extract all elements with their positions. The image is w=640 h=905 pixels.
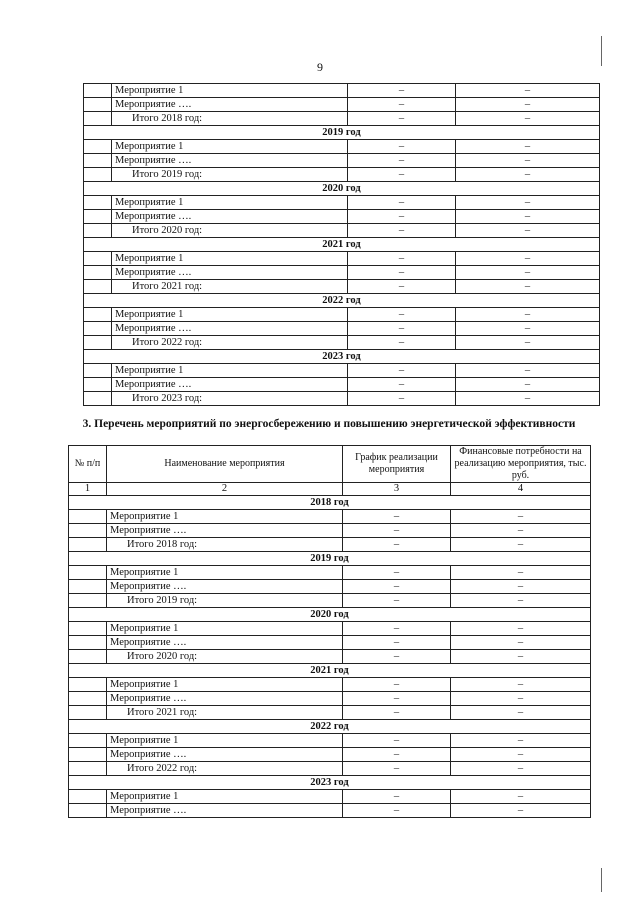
cost-value: –	[451, 650, 591, 664]
schedule-value: –	[348, 224, 456, 238]
schedule-value: –	[348, 266, 456, 280]
table-row	[84, 224, 600, 238]
schedule-value: –	[343, 636, 451, 650]
schedule-value: –	[348, 378, 456, 392]
schedule-value: –	[348, 168, 456, 182]
activity-name: Мероприятие 1	[107, 510, 343, 524]
table-row	[84, 196, 600, 210]
table-row	[69, 734, 591, 748]
table-row	[69, 678, 591, 692]
row-number-cell	[69, 510, 107, 524]
table-row	[84, 322, 600, 336]
header-num: № п/п	[69, 446, 107, 483]
schedule-value: –	[343, 622, 451, 636]
schedule-value: –	[343, 734, 451, 748]
activity-name: Итого 2021 год:	[107, 706, 343, 720]
row-number-cell	[84, 322, 112, 336]
schedule-value: –	[348, 84, 456, 98]
activity-name: Мероприятие ….	[107, 524, 343, 538]
schedule-value: –	[343, 538, 451, 552]
row-number-cell	[84, 280, 112, 294]
activity-name: Итого 2021 год:	[112, 280, 348, 294]
scan-mark	[601, 868, 602, 892]
cost-value: –	[451, 580, 591, 594]
activity-name: Итого 2019 год:	[112, 168, 348, 182]
table-row	[84, 280, 600, 294]
cost-value: –	[456, 210, 600, 224]
column-number: 3	[343, 483, 451, 496]
table-row	[84, 308, 600, 322]
schedule-value: –	[348, 112, 456, 126]
activity-name: Мероприятие 1	[112, 308, 348, 322]
cost-value: –	[456, 112, 600, 126]
table-row	[84, 98, 600, 112]
activity-name: Мероприятие 1	[112, 364, 348, 378]
schedule-value: –	[348, 140, 456, 154]
energy-saving-activities-table	[68, 445, 591, 818]
activity-name: Итого 2018 год:	[107, 538, 343, 552]
row-number-cell	[84, 140, 112, 154]
table-row	[84, 392, 600, 406]
row-number-cell	[84, 252, 112, 266]
activity-name: Мероприятие 1	[107, 678, 343, 692]
cost-value: –	[451, 706, 591, 720]
cost-value: –	[456, 280, 600, 294]
row-number-cell	[84, 336, 112, 350]
table-row	[84, 140, 600, 154]
cost-value: –	[456, 322, 600, 336]
table-row	[69, 790, 591, 804]
schedule-value: –	[343, 804, 451, 818]
schedule-value: –	[343, 762, 451, 776]
year-header-row	[69, 552, 591, 566]
cost-value: –	[456, 154, 600, 168]
header-schedule: График реализации мероприятия	[343, 446, 451, 483]
year-header-row	[69, 664, 591, 678]
header-name: Наименование мероприятия	[107, 446, 343, 483]
cost-value: –	[451, 622, 591, 636]
table-row	[69, 622, 591, 636]
year-label: 2023 год	[69, 776, 591, 790]
cost-value: –	[456, 378, 600, 392]
year-header-row	[84, 294, 600, 308]
column-number: 1	[69, 483, 107, 496]
row-number-cell	[84, 364, 112, 378]
table-row	[69, 524, 591, 538]
cost-value: –	[451, 692, 591, 706]
table-row	[84, 84, 600, 98]
activity-name: Мероприятие ….	[112, 266, 348, 280]
schedule-value: –	[348, 252, 456, 266]
activity-name: Итого 2019 год:	[107, 594, 343, 608]
activity-name: Мероприятие 1	[112, 140, 348, 154]
year-label: 2019 год	[69, 552, 591, 566]
year-header-row	[84, 238, 600, 252]
row-number-cell	[69, 678, 107, 692]
row-number-cell	[84, 392, 112, 406]
page-number: 9	[317, 60, 323, 74]
cost-value: –	[451, 510, 591, 524]
schedule-value: –	[348, 98, 456, 112]
activity-name: Мероприятие ….	[107, 692, 343, 706]
table-row	[69, 706, 591, 720]
table-row	[69, 636, 591, 650]
year-header-row	[69, 496, 591, 510]
activity-name: Мероприятие 1	[112, 84, 348, 98]
table-row	[69, 538, 591, 552]
schedule-value: –	[343, 748, 451, 762]
cost-value: –	[456, 266, 600, 280]
cost-value: –	[456, 336, 600, 350]
column-number: 4	[451, 483, 591, 496]
activity-name: Мероприятие 1	[107, 790, 343, 804]
schedule-value: –	[343, 692, 451, 706]
activity-name: Итого 2022 год:	[112, 336, 348, 350]
year-header-row	[84, 182, 600, 196]
activity-name: Мероприятие 1	[112, 196, 348, 210]
cost-value: –	[456, 168, 600, 182]
cost-value: –	[451, 762, 591, 776]
year-header-row	[84, 350, 600, 364]
row-number-cell	[84, 168, 112, 182]
year-header-row	[69, 720, 591, 734]
year-label: 2019 год	[84, 126, 600, 140]
schedule-value: –	[343, 650, 451, 664]
table-row	[69, 594, 591, 608]
row-number-cell	[84, 112, 112, 126]
cost-value: –	[456, 252, 600, 266]
cost-value: –	[456, 364, 600, 378]
cost-value: –	[451, 748, 591, 762]
table-row	[84, 210, 600, 224]
schedule-value: –	[348, 308, 456, 322]
activity-name: Итого 2022 год:	[107, 762, 343, 776]
section-3-title: 3. Перечень мероприятий по энергосбережению и повышению энергетической эффективности	[82, 418, 576, 430]
schedule-value: –	[343, 790, 451, 804]
row-number-cell	[84, 266, 112, 280]
row-number-cell	[69, 594, 107, 608]
activity-name: Мероприятие 1	[107, 566, 343, 580]
column-number: 2	[107, 483, 343, 496]
row-number-cell	[84, 154, 112, 168]
table-row	[69, 566, 591, 580]
schedule-value: –	[343, 510, 451, 524]
table-row	[84, 168, 600, 182]
table-row	[69, 748, 591, 762]
year-label: 2021 год	[69, 664, 591, 678]
activity-name: Мероприятие 1	[112, 252, 348, 266]
table-row	[84, 364, 600, 378]
cost-value: –	[451, 594, 591, 608]
cost-value: –	[456, 308, 600, 322]
schedule-value: –	[343, 524, 451, 538]
schedule-value: –	[348, 392, 456, 406]
table-row	[84, 112, 600, 126]
table-row	[69, 692, 591, 706]
schedule-value: –	[343, 706, 451, 720]
activity-name: Мероприятие 1	[107, 622, 343, 636]
year-header-row	[69, 608, 591, 622]
row-number-cell	[69, 790, 107, 804]
row-number-cell	[84, 210, 112, 224]
row-number-cell	[69, 650, 107, 664]
schedule-value: –	[343, 594, 451, 608]
table-row	[69, 650, 591, 664]
column-number-row	[69, 483, 591, 496]
row-number-cell	[69, 622, 107, 636]
cost-value: –	[451, 524, 591, 538]
cost-value: –	[451, 734, 591, 748]
row-number-cell	[84, 308, 112, 322]
scan-mark	[601, 36, 602, 66]
row-number-cell	[84, 84, 112, 98]
header-cost: Финансовые потребности на реализацию мероприятия, тыс. руб.	[451, 446, 591, 483]
activity-name: Мероприятие ….	[112, 322, 348, 336]
year-label: 2023 год	[84, 350, 600, 364]
cost-value: –	[456, 84, 600, 98]
schedule-value: –	[348, 336, 456, 350]
row-number-cell	[69, 762, 107, 776]
year-header-row	[69, 776, 591, 790]
table-row	[84, 336, 600, 350]
schedule-value: –	[348, 154, 456, 168]
year-label: 2020 год	[69, 608, 591, 622]
activity-name: Мероприятие ….	[107, 804, 343, 818]
cost-value: –	[451, 636, 591, 650]
activity-name: Итого 2020 год:	[112, 224, 348, 238]
activity-name: Мероприятие ….	[107, 748, 343, 762]
row-number-cell	[69, 804, 107, 818]
table-header-row	[69, 446, 591, 483]
cost-value: –	[451, 790, 591, 804]
table-row	[69, 580, 591, 594]
row-number-cell	[84, 98, 112, 112]
activity-name: Мероприятие 1	[107, 734, 343, 748]
row-number-cell	[69, 538, 107, 552]
year-label: 2018 год	[69, 496, 591, 510]
cost-value: –	[451, 538, 591, 552]
table-row	[84, 266, 600, 280]
row-number-cell	[84, 224, 112, 238]
activity-name: Итого 2020 год:	[107, 650, 343, 664]
table-row	[69, 804, 591, 818]
table-row	[84, 252, 600, 266]
row-number-cell	[69, 692, 107, 706]
table-row	[84, 378, 600, 392]
row-number-cell	[69, 524, 107, 538]
row-number-cell	[69, 748, 107, 762]
activities-table-continued	[83, 83, 600, 406]
activity-name: Мероприятие ….	[112, 210, 348, 224]
schedule-value: –	[348, 196, 456, 210]
cost-value: –	[451, 678, 591, 692]
cost-value: –	[451, 804, 591, 818]
year-label: 2022 год	[69, 720, 591, 734]
cost-value: –	[451, 566, 591, 580]
row-number-cell	[84, 378, 112, 392]
table-row	[84, 154, 600, 168]
activity-name: Мероприятие ….	[112, 98, 348, 112]
activity-name: Мероприятие ….	[107, 636, 343, 650]
cost-value: –	[456, 98, 600, 112]
activity-name: Мероприятие ….	[107, 580, 343, 594]
row-number-cell	[69, 566, 107, 580]
activity-name: Итого 2023 год:	[112, 392, 348, 406]
year-header-row	[84, 126, 600, 140]
row-number-cell	[69, 580, 107, 594]
schedule-value: –	[343, 580, 451, 594]
row-number-cell	[69, 706, 107, 720]
schedule-value: –	[348, 280, 456, 294]
schedule-value: –	[348, 210, 456, 224]
cost-value: –	[456, 224, 600, 238]
schedule-value: –	[343, 566, 451, 580]
activity-name: Итого 2018 год:	[112, 112, 348, 126]
activity-name: Мероприятие ….	[112, 154, 348, 168]
row-number-cell	[69, 636, 107, 650]
cost-value: –	[456, 140, 600, 154]
row-number-cell	[69, 734, 107, 748]
table-row	[69, 510, 591, 524]
cost-value: –	[456, 196, 600, 210]
row-number-cell	[84, 196, 112, 210]
schedule-value: –	[348, 364, 456, 378]
cost-value: –	[456, 392, 600, 406]
year-label: 2020 год	[84, 182, 600, 196]
schedule-value: –	[343, 678, 451, 692]
year-label: 2021 год	[84, 238, 600, 252]
table-row	[69, 762, 591, 776]
activity-name: Мероприятие ….	[112, 378, 348, 392]
year-label: 2022 год	[84, 294, 600, 308]
schedule-value: –	[348, 322, 456, 336]
